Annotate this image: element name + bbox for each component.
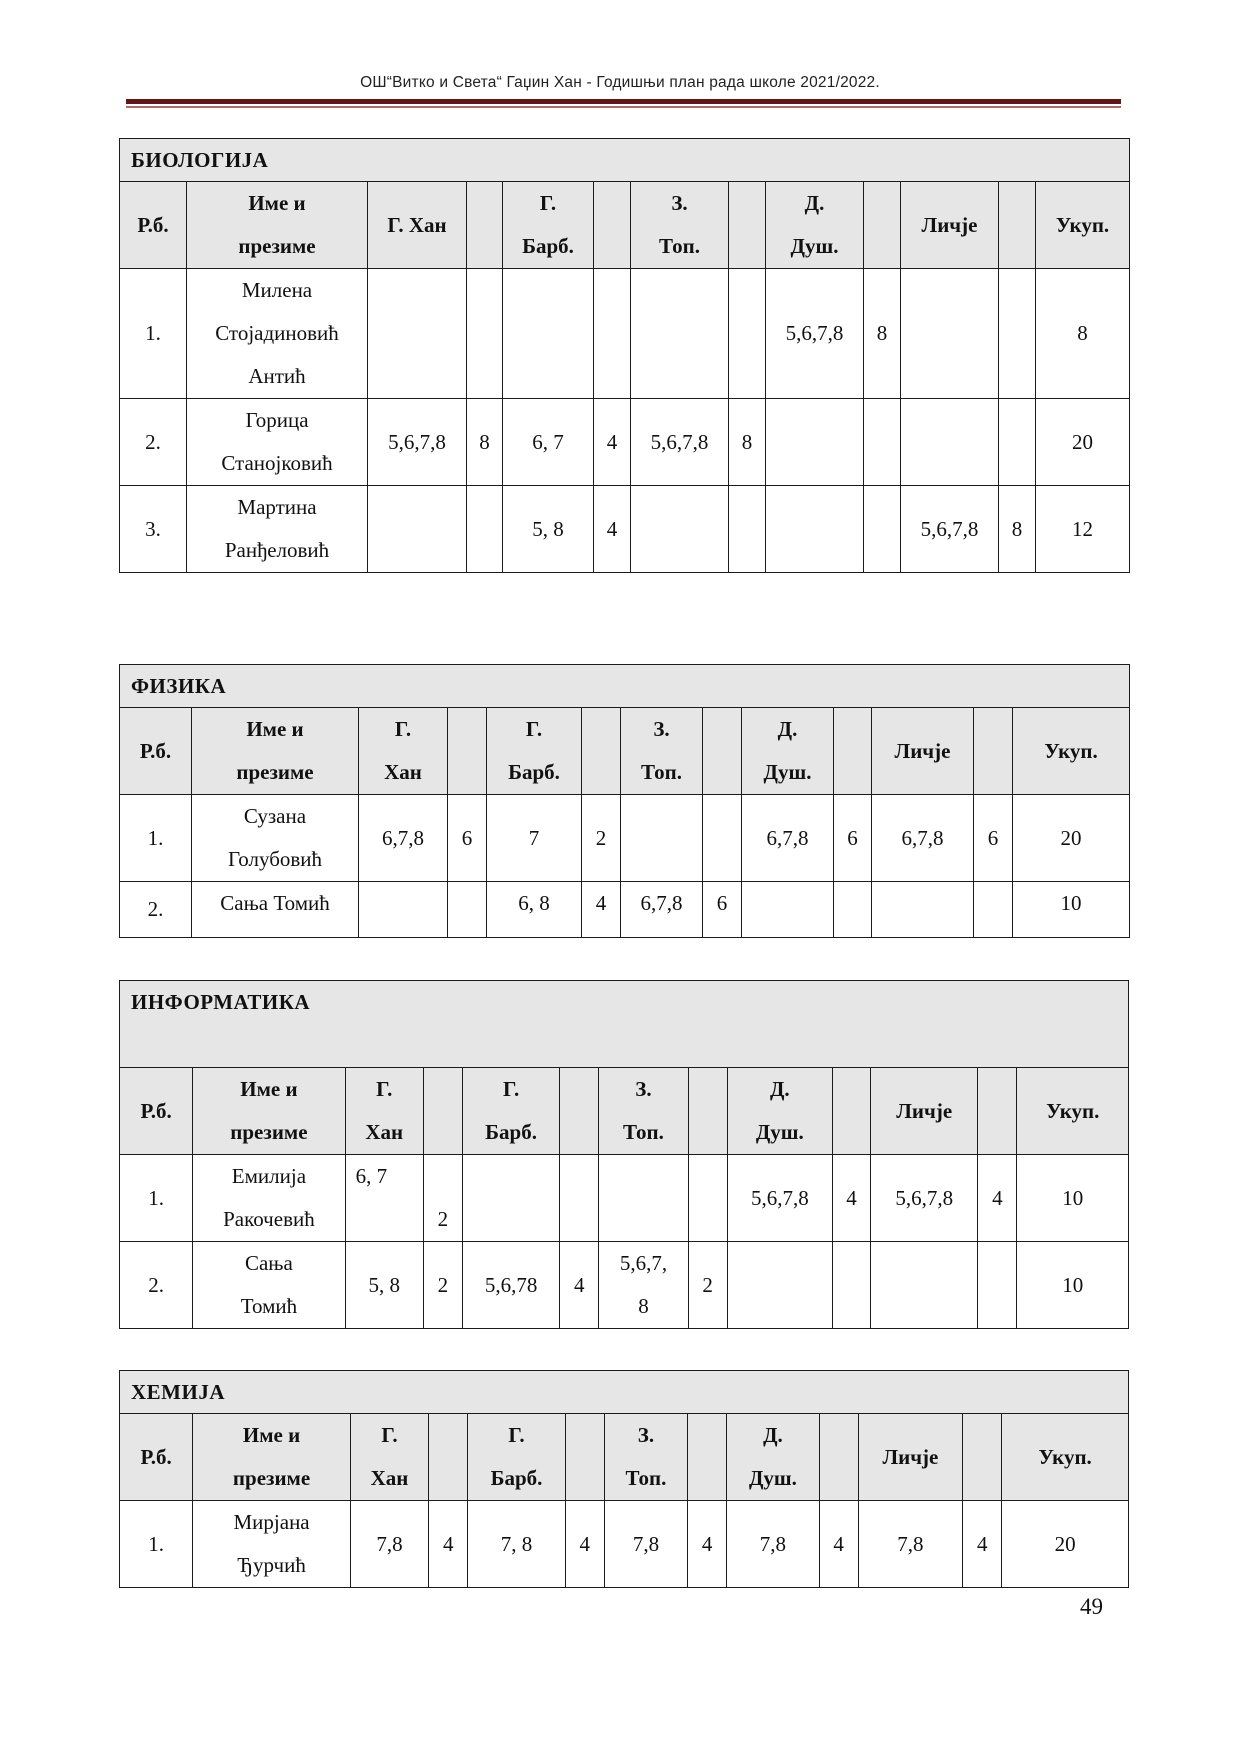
cell-licje-hours	[978, 1242, 1017, 1329]
table-row	[120, 486, 1130, 573]
col-name: Име и презиме	[193, 1068, 345, 1155]
biologija-title: БИОЛОГИЈА	[120, 139, 1130, 182]
cell-ddush: 5,6,7,8	[766, 269, 864, 399]
cell-ztop-hours	[729, 486, 766, 573]
biologija-table	[119, 138, 1130, 573]
col-licje: Личје	[858, 1414, 962, 1501]
header-rule-light	[126, 106, 1121, 108]
col-name: Име и презиме	[192, 708, 359, 795]
col-ztop: З. Топ.	[599, 1068, 688, 1155]
cell-ghan	[368, 486, 467, 573]
cell-gbarb: 7, 8	[468, 1501, 565, 1588]
cell-ztop-hours	[703, 795, 742, 882]
cell-gbarb: 5,6,78	[462, 1242, 559, 1329]
cell-rb: 1.	[120, 795, 192, 882]
col-ztop: З. Топ.	[604, 1414, 687, 1501]
cell-ghan: 5, 8	[345, 1242, 423, 1329]
cell-ztop	[631, 269, 729, 399]
cell-licje: 5,6,7,8	[901, 486, 999, 573]
cell-ztop: 5,6,7, 8	[599, 1242, 688, 1329]
cell-name: Сања Томић	[192, 882, 359, 938]
col-ghan: Г. Хан	[359, 708, 448, 795]
col-ztop-hours	[703, 708, 742, 795]
table-row	[120, 882, 1130, 938]
col-licje-hours	[999, 182, 1036, 269]
col-ghan-hours	[448, 708, 487, 795]
col-licje: Личје	[901, 182, 999, 269]
header-rule-dark	[126, 99, 1121, 104]
cell-ghan	[368, 269, 467, 399]
cell-ddush	[742, 882, 834, 938]
cell-ddush: 6,7,8	[742, 795, 834, 882]
cell-ghan: 6,7,8	[359, 795, 448, 882]
informatika-title: ИНФОРМАТИКА	[120, 981, 1129, 1068]
col-licje-hours	[963, 1414, 1002, 1501]
col-ztop-hours	[688, 1414, 727, 1501]
col-gbarb-hours	[560, 1068, 599, 1155]
cell-rb: 1.	[120, 1501, 193, 1588]
col-gbarb: Г. Барб.	[503, 182, 594, 269]
cell-ghan	[359, 882, 448, 938]
table-row	[120, 1155, 1129, 1242]
col-ddush-hours	[832, 1068, 870, 1155]
col-name: Име и презиме	[193, 1414, 351, 1501]
cell-licje-hours: 6	[974, 795, 1013, 882]
cell-ghan-hours	[467, 486, 503, 573]
cell-gbarb: 7	[487, 795, 582, 882]
cell-total: 10	[1017, 1155, 1129, 1242]
col-ghan-hours	[467, 182, 503, 269]
cell-gbarb-hours: 4	[565, 1501, 604, 1588]
cell-name: Сања Томић	[193, 1242, 345, 1329]
cell-rb: 2.	[120, 399, 187, 486]
cell-licje: 5,6,7,8	[871, 1155, 978, 1242]
col-ddush: Д. Душ.	[742, 708, 834, 795]
col-ztop: З. Топ.	[631, 182, 729, 269]
col-licje-hours	[978, 1068, 1017, 1155]
fizika-table	[119, 664, 1130, 938]
col-name: Име и презиме	[187, 182, 368, 269]
table-row	[120, 795, 1130, 882]
col-total: Укуп.	[1013, 708, 1130, 795]
cell-ztop: 5,6,7,8	[631, 399, 729, 486]
col-ztop: З. Топ.	[621, 708, 703, 795]
col-gbarb: Г. Барб.	[462, 1068, 559, 1155]
cell-total: 20	[1013, 795, 1130, 882]
cell-ghan-hours: 6	[448, 795, 487, 882]
cell-ddush-hours: 6	[834, 795, 872, 882]
col-ztop-hours	[688, 1068, 727, 1155]
biologija-header-row	[120, 182, 1130, 269]
col-gbarb: Г. Барб.	[468, 1414, 565, 1501]
hemija-title: ХЕМИЈА	[120, 1371, 1129, 1414]
col-ddush: Д. Душ.	[766, 182, 864, 269]
cell-ghan-hours	[448, 882, 487, 938]
cell-ddush-hours: 8	[864, 269, 901, 399]
cell-ghan-hours: 8	[467, 399, 503, 486]
cell-gbarb-hours: 2	[582, 795, 621, 882]
col-rb: Р.б.	[120, 1068, 193, 1155]
col-ddush: Д. Душ.	[727, 1068, 832, 1155]
table-row	[120, 1242, 1129, 1329]
cell-licje-hours	[974, 882, 1013, 938]
col-total: Укуп.	[1017, 1068, 1129, 1155]
cell-ddush: 7,8	[727, 1501, 819, 1588]
cell-ghan: 7,8	[350, 1501, 428, 1588]
cell-name: Милена Стојадиновић Антић	[187, 269, 368, 399]
cell-licje: 6,7,8	[872, 795, 974, 882]
cell-total: 20	[1002, 1501, 1129, 1588]
cell-ddush	[727, 1242, 832, 1329]
cell-licje-hours: 4	[978, 1155, 1017, 1242]
col-gbarb-hours	[565, 1414, 604, 1501]
table-row	[120, 1501, 1129, 1588]
cell-licje	[872, 882, 974, 938]
informatika-table	[119, 980, 1129, 1329]
cell-ztop: 7,8	[604, 1501, 687, 1588]
cell-rb: 2.	[120, 882, 192, 938]
cell-ddush-hours	[834, 882, 872, 938]
cell-ztop-hours	[688, 1155, 727, 1242]
cell-ddush-hours: 4	[819, 1501, 858, 1588]
cell-ghan-hours	[467, 269, 503, 399]
cell-rb: 2.	[120, 1242, 193, 1329]
cell-ddush-hours	[864, 399, 901, 486]
informatika-header-row	[120, 1068, 1129, 1155]
col-ddush-hours	[834, 708, 872, 795]
col-ghan-hours	[423, 1068, 462, 1155]
col-ddush-hours	[819, 1414, 858, 1501]
cell-ztop-hours: 8	[729, 399, 766, 486]
table-row	[120, 269, 1130, 399]
col-ddush-hours	[864, 182, 901, 269]
col-rb: Р.б.	[120, 182, 187, 269]
cell-gbarb	[462, 1155, 559, 1242]
fizika-title: ФИЗИКА	[120, 665, 1130, 708]
col-ztop-hours	[729, 182, 766, 269]
col-gbarb-hours	[582, 708, 621, 795]
fizika-header-row	[120, 708, 1130, 795]
cell-name: Горица Станојковић	[187, 399, 368, 486]
col-ghan: Г. Хан	[350, 1414, 428, 1501]
col-ghan: Г. Хан	[345, 1068, 423, 1155]
col-licje: Личје	[871, 1068, 978, 1155]
cell-ddush	[766, 486, 864, 573]
cell-name: Мирјана Ђурчић	[193, 1501, 351, 1588]
cell-name: Емилија Ракочевић	[193, 1155, 345, 1242]
hemija-header-row	[120, 1414, 1129, 1501]
cell-ztop	[621, 795, 703, 882]
col-total: Укуп.	[1036, 182, 1130, 269]
cell-ztop	[599, 1155, 688, 1242]
col-licje-hours	[974, 708, 1013, 795]
col-total: Укуп.	[1002, 1414, 1129, 1501]
cell-ztop-hours: 6	[703, 882, 742, 938]
cell-gbarb: 6, 7	[503, 399, 594, 486]
cell-licje-hours	[999, 269, 1036, 399]
cell-rb: 3.	[120, 486, 187, 573]
cell-licje-hours: 4	[963, 1501, 1002, 1588]
cell-licje	[871, 1242, 978, 1329]
col-ddush: Д. Душ.	[727, 1414, 819, 1501]
col-licje: Личје	[872, 708, 974, 795]
cell-ghan-hours: 2	[423, 1242, 462, 1329]
cell-licje	[901, 399, 999, 486]
cell-total: 8	[1036, 269, 1130, 399]
cell-gbarb	[503, 269, 594, 399]
cell-ztop	[631, 486, 729, 573]
cell-licje: 7,8	[858, 1501, 962, 1588]
col-gbarb-hours	[594, 182, 631, 269]
cell-licje-hours	[999, 399, 1036, 486]
cell-name: Сузана Голубовић	[192, 795, 359, 882]
col-gbarb: Г. Барб.	[487, 708, 582, 795]
cell-gbarb-hours	[594, 269, 631, 399]
cell-ddush: 5,6,7,8	[727, 1155, 832, 1242]
cell-gbarb-hours: 4	[594, 486, 631, 573]
cell-ztop-hours: 2	[688, 1242, 727, 1329]
table-row	[120, 399, 1130, 486]
cell-rb: 1.	[120, 269, 187, 399]
cell-total: 10	[1013, 882, 1130, 938]
cell-total: 10	[1017, 1242, 1129, 1329]
cell-rb: 1.	[120, 1155, 193, 1242]
hemija-table	[119, 1370, 1129, 1588]
cell-ddush-hours	[832, 1242, 870, 1329]
cell-ddush	[766, 399, 864, 486]
col-rb: Р.б.	[120, 708, 192, 795]
cell-ghan-hours: 4	[429, 1501, 468, 1588]
cell-gbarb: 5, 8	[503, 486, 594, 573]
cell-name: Мартина Ранђеловић	[187, 486, 368, 573]
cell-licje	[901, 269, 999, 399]
cell-ztop-hours	[729, 269, 766, 399]
cell-ddush-hours	[864, 486, 901, 573]
cell-ztop: 6,7,8	[621, 882, 703, 938]
cell-gbarb-hours: 4	[560, 1242, 599, 1329]
cell-gbarb-hours: 4	[582, 882, 621, 938]
page-number: 49	[1080, 1594, 1103, 1619]
cell-ghan: 5,6,7,8	[368, 399, 467, 486]
cell-licje-hours: 8	[999, 486, 1036, 573]
page-header: ОШ“Витко и Света“ Гаџин Хан - Годишњи план рада школе 2021/2022.	[360, 74, 880, 91]
cell-ghan-hours: 2	[423, 1155, 462, 1242]
col-ghan-hours	[429, 1414, 468, 1501]
cell-ddush-hours: 4	[832, 1155, 870, 1242]
cell-total: 12	[1036, 486, 1130, 573]
cell-total: 20	[1036, 399, 1130, 486]
col-ghan: Г. Хан	[368, 182, 467, 269]
cell-ztop-hours: 4	[688, 1501, 727, 1588]
cell-gbarb-hours	[560, 1155, 599, 1242]
cell-gbarb: 6, 8	[487, 882, 582, 938]
col-rb: Р.б.	[120, 1414, 193, 1501]
cell-gbarb-hours: 4	[594, 399, 631, 486]
cell-ghan: 6, 7	[345, 1155, 423, 1242]
